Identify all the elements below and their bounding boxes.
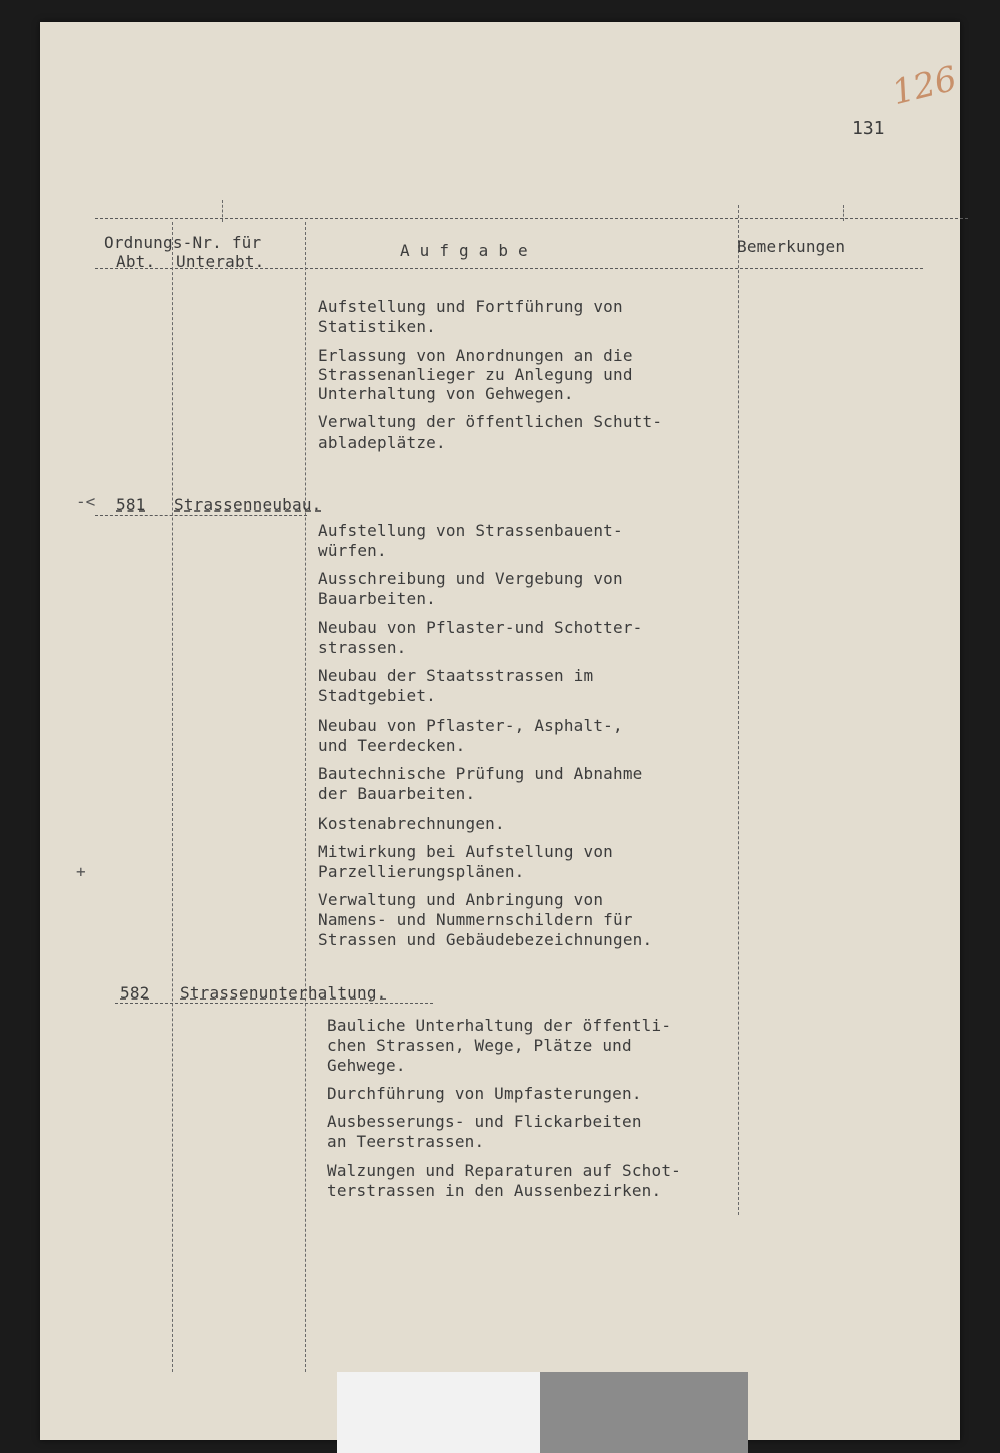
margin-mark: -< (76, 492, 96, 511)
entry-581-4-a: Neubau der Staatsstrassen im (318, 666, 594, 685)
entry-581-4-b: Stadtgebiet. (318, 686, 436, 705)
entry-581-9-c: Strassen und Gebäudebezeichnungen. (318, 930, 653, 949)
entry-581-9-a: Verwaltung und Anbringung von (318, 890, 604, 909)
column-divider-1 (172, 222, 173, 1372)
entry-anordnungen-3: Unterhaltung von Gehwegen. (318, 384, 574, 403)
entry-582-3-a: Ausbesserungs- und Flickarbeiten (327, 1112, 642, 1131)
entry-581-3-a: Neubau von Pflaster-und Schotter- (318, 618, 643, 637)
entry-schutt-2: abladeplätze. (318, 433, 446, 452)
entry-581-7: Kostenabrechnungen. (318, 814, 505, 833)
column-divider-3 (738, 205, 739, 1215)
section-582-number: 582 (120, 983, 150, 1002)
header-unterabt: Unterabt. (176, 252, 265, 271)
entry-581-8-b: Parzellierungsplänen. (318, 862, 525, 881)
color-reference-gray (540, 1372, 748, 1453)
entry-581-2-b: Bauarbeiten. (318, 589, 436, 608)
section-581-rule (95, 515, 307, 516)
entry-statistiken-2: Statistiken. (318, 317, 436, 336)
header-ordnungsnr: Ordnungs-Nr. für (104, 233, 262, 252)
entry-582-1-a: Bauliche Unterhaltung der öffentli- (327, 1016, 672, 1035)
entry-582-3-b: an Teerstrassen. (327, 1132, 485, 1151)
entry-582-2: Durchführung von Umpfasterungen. (327, 1084, 642, 1103)
pencil-annotation: 126 (888, 58, 961, 114)
color-reference-white (337, 1372, 540, 1453)
section-582-title: Strassenunterhaltung. (180, 983, 387, 1002)
entry-581-6-b: der Bauarbeiten. (318, 784, 476, 803)
entry-anordnungen-1: Erlassung von Anordnungen an die (318, 346, 633, 365)
entry-582-4-b: terstrassen in den Aussenbezirken. (327, 1181, 662, 1200)
entry-581-3-b: strassen. (318, 638, 407, 657)
section-581-title: Strassenneubau. (174, 495, 322, 514)
header-abt: Abt. (116, 252, 156, 271)
entry-anordnungen-2: Strassenanlieger zu Anlegung und (318, 365, 633, 384)
header-aufgabe: A u f g a b e (400, 241, 528, 260)
entry-582-1-b: chen Strassen, Wege, Plätze und (327, 1036, 632, 1055)
table-top-rule (95, 218, 968, 219)
section-581-number: 581 (116, 495, 146, 514)
entry-schutt-1: Verwaltung der öffentlichen Schutt- (318, 412, 663, 431)
entry-581-5-a: Neubau von Pflaster-, Asphalt-, (318, 716, 623, 735)
entry-581-6-a: Bautechnische Prüfung und Abnahme (318, 764, 643, 783)
header-tick-1 (222, 200, 223, 222)
entry-581-5-b: und Teerdecken. (318, 736, 466, 755)
entry-581-9-b: Namens- und Nummernschildern für (318, 910, 633, 929)
entry-582-4-a: Walzungen und Reparaturen auf Schot- (327, 1161, 681, 1180)
entry-581-1-b: würfen. (318, 541, 387, 560)
margin-mark: + (76, 862, 86, 881)
entry-581-8-a: Mitwirkung bei Aufstellung von (318, 842, 613, 861)
page-number: 131 (852, 118, 885, 139)
entry-581-1-a: Aufstellung von Strassenbauent- (318, 521, 623, 540)
entry-581-2-a: Ausschreibung und Vergebung von (318, 569, 623, 588)
entry-582-1-c: Gehwege. (327, 1056, 406, 1075)
header-tick-2 (843, 205, 844, 221)
column-divider-2 (305, 222, 306, 1372)
header-bemerkungen: Bemerkungen (737, 237, 846, 256)
entry-statistiken-1: Aufstellung und Fortführung von (318, 297, 623, 316)
section-582-rule (115, 1003, 433, 1004)
